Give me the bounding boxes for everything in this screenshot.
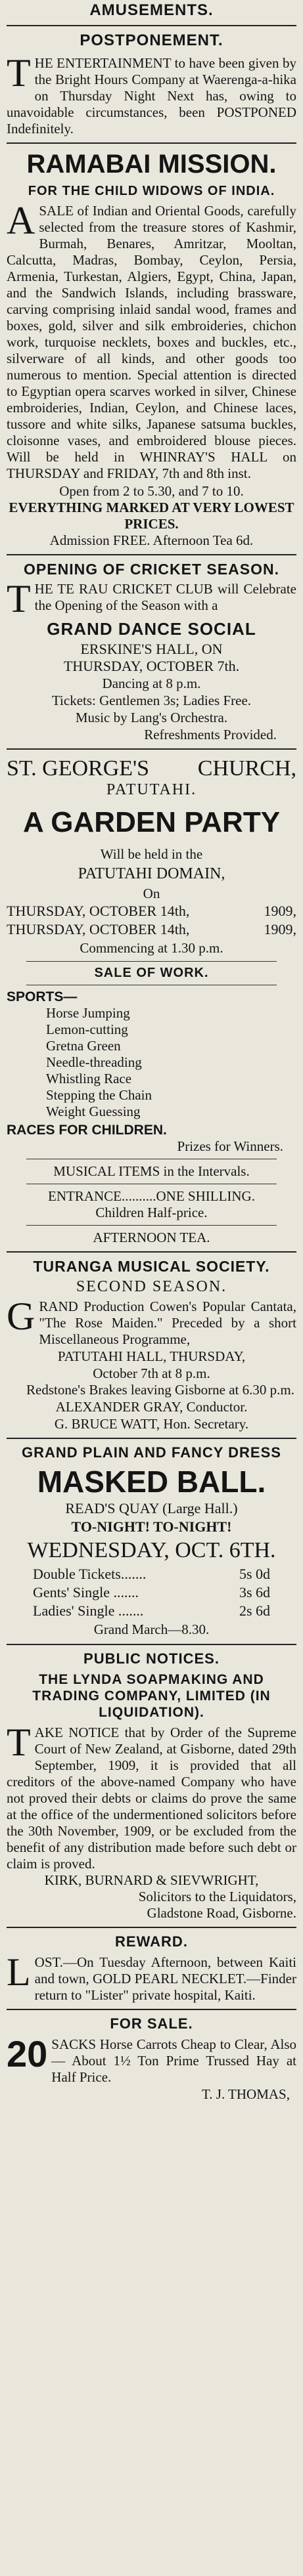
divider — [7, 142, 296, 144]
garden-party-ad — [7, 756, 296, 1246]
ticket-row: Gents' Single ....... 3s 6d — [33, 1584, 270, 1600]
musical-conductor: ALEXANDER GRAY, Conductor. — [55, 1399, 248, 1415]
divider — [7, 1644, 296, 1645]
postponement-body: THE ENTERTAINMENT to have been given by the Bright Hours Company at Waerenga-a-hika on Thursday Night Next has, owing to unavoidable circumstances, been POSTPONED Indefinitely. — [7, 51, 296, 137]
postponement-ad — [7, 32, 296, 137]
reward-ad — [7, 1933, 296, 2004]
sports-item: Weight Guessing — [46, 1104, 141, 1119]
musical-brakes: Redstone's Brakes leaving Gisborne at 6.30 p.m. — [26, 1382, 294, 1398]
musical-season: SECOND SEASON. — [76, 1278, 227, 1295]
garden-party-title: A GARDEN PARTY — [22, 806, 281, 838]
garden-date-1: THURSDAY, OCTOBER 14th, 1909, — [7, 903, 296, 919]
musical-body: GRAND Production Cowen's Popular Cantata, "The Rose Maiden." Preceded by a short Miscellaneous Programme, — [7, 1295, 296, 1347]
ticket-row: Ladies' Single ....... 2s 6d — [33, 1602, 270, 1619]
divider — [7, 1438, 296, 1439]
garden-domain: PATUTAHI DOMAIN, — [78, 865, 225, 882]
divider — [26, 1225, 277, 1226]
public-notices-ad — [7, 1650, 296, 1921]
church-heading: ST. GEORGE'S CHURCH, — [7, 756, 296, 781]
postponement-title: POSTPONEMENT. — [80, 32, 223, 49]
garden-on: On — [143, 886, 160, 901]
amusements-header: AMUSEMENTS. — [89, 1, 214, 19]
notices-company: THE LYNDA SOAPMAKING AND TRADING COMPANY, LIMITED (IN LIQUIDATION). — [32, 1672, 271, 1720]
divider — [26, 961, 277, 962]
garden-races: RACES FOR CHILDREN. — [7, 1123, 167, 1138]
garden-sports: SPORTS— — [7, 989, 78, 1004]
cricket-date: THURSDAY, OCTOBER 7th. — [63, 658, 240, 674]
notices-address: Gladstone Road, Gisborne. — [147, 1905, 296, 1921]
cricket-music: Music by Lang's Orchestra. — [75, 710, 228, 725]
ramabai-body: ASALE of Indian and Oriental Goods, carefully selected from the treasure stores of Kashmir, Burmah, Benares, Amritzar, Mooltan, Calcutta, Madras, Bombay, Ceylon, Persia, Armenia, Turkestan, Algiers, Egypt, China, Japan, and the Sandwich Islands, including brassware, carving comprising inlaid sandal wood, frames and boxes, gold, silver and silk embroideries, chichon work, turquoise necklets, boxes and buckles, etc., silverware of all kinds, and other goods too numerous to mention. Special attention is directed to Egyptian opera scarves worked in silver, Chinese embroideries, Indian, Ceylon, and Chinese laces, tussore and white silks, Japanese satsuma buckles, cloisonne vases, and embroidered blouse pieces. Will be held in WHINRAY'S HALL on THURSDAY and FRIDAY, 7th and 8th inst. — [7, 199, 296, 481]
masked-ball-ad — [7, 1444, 296, 1639]
ball-big-title: MASKED BALL. — [37, 1465, 266, 1499]
ball-march: Grand March—8.30. — [93, 1621, 210, 1637]
ticket-row: Double Tickets....... 5s 0d — [33, 1566, 270, 1582]
garden-sale-of-work: SALE OF WORK. — [94, 966, 209, 980]
garden-children: Children Half-price. — [95, 1205, 208, 1220]
for-sale-ad — [7, 2015, 296, 2103]
ramabai-subtitle: FOR THE CHILD WIDOWS OF INDIA. — [28, 184, 275, 198]
sports-item: Whistling Race — [46, 1071, 132, 1086]
musical-secretary: G. BRUCE WATT, Hon. Secretary. — [54, 1416, 249, 1432]
notices-solicitors: KIRK, BURNARD & SIEVWRIGHT, — [44, 1872, 259, 1888]
ball-title: GRAND PLAIN AND FANCY DRESS — [22, 1444, 281, 1461]
cricket-tickets: Tickets: Gentlemen 3s; Ladies Free. — [51, 693, 252, 708]
cricket-event: GRAND DANCE SOCIAL — [47, 619, 256, 639]
notices-solicitors-role: Solicitors to the Liquidators, — [138, 1889, 296, 1904]
sports-item: Needle-threading — [46, 1054, 142, 1070]
ramabai-admission: Admission FREE. Afternoon Tea 6d. — [49, 532, 254, 548]
sports-item: Lemon-cutting — [46, 1021, 128, 1037]
musical-date: October 7th at 8 p.m. — [93, 1365, 210, 1381]
garden-date-2: THURSDAY, OCTOBER 14th, 1909, — [7, 921, 296, 937]
divider — [7, 1251, 296, 1253]
garden-musical: MUSICAL ITEMS in the Intervals. — [53, 1163, 250, 1179]
reward-title: REWARD. — [115, 1933, 188, 1950]
cricket-intro: THE TE RAU CRICKET CLUB will Celebrate the Opening of the Season with a — [7, 577, 296, 620]
sports-item: Stepping the Chain — [46, 1087, 152, 1103]
ramabai-prices: EVERYTHING MARKED AT VERY LOWEST PRICES. — [9, 500, 294, 532]
divider — [7, 748, 296, 750]
ramabai-title: RAMABAI MISSION. — [26, 150, 277, 179]
church-place: PATUTAHI. — [106, 781, 197, 798]
divider — [7, 25, 296, 26]
divider — [7, 554, 296, 555]
reward-body: LOST.—On Tuesday Afternoon, between Kaiti and town, GOLD PEARL NECKLET.—Finder return to "Lister" private hospital, Kaiti. — [7, 1950, 296, 2003]
garden-held: Will be held in the — [100, 846, 203, 862]
garden-tea: AFTERNOON TEA. — [93, 1230, 210, 1245]
ramabai-hours: Open from 2 to 5.30, and 7 to 10. — [59, 483, 244, 499]
sports-item: Horse Jumping — [46, 1005, 130, 1021]
sports-item: Gretna Green — [46, 1038, 121, 1054]
garden-commencing: Commencing at 1.30 p.m. — [80, 940, 223, 956]
sale-title: FOR SALE. — [110, 2015, 193, 2032]
garden-entrance: ENTRANCE..........ONE SHILLING. — [48, 1188, 255, 1204]
cricket-hall: ERSKINE'S HALL, ON — [80, 641, 223, 657]
musical-society-ad — [7, 1258, 296, 1432]
sale-body: 20 SACKS Horse Carrots Cheap to Clear, Also— About 1½ Ton Prime Trussed Hay at Half Price. — [7, 2033, 296, 2085]
divider — [7, 1927, 296, 1928]
notices-body: TAKE NOTICE that by Order of the Supreme Court of New Zealand, at Gisborne, dated 29th September, 1909, it is provided that all creditors of the above-named Company who have not proved their debts or claims do prove the same at the office of the undermentioned solicitors before the 30th November, 1909, or be excluded from the benefit of any distribution made before such debt or claim is proved. — [7, 1721, 296, 1872]
musical-hall: PATUTAHI HALL, THURSDAY, — [57, 1348, 246, 1364]
cricket-ad — [7, 561, 296, 743]
cricket-title: OPENING OF CRICKET SEASON. — [24, 561, 279, 578]
garden-prizes: Prizes for Winners. — [177, 1138, 283, 1154]
sale-number: 20 — [7, 2033, 48, 2074]
sale-signer: T. J. THOMAS, — [202, 2086, 290, 2102]
notices-title: PUBLIC NOTICES. — [83, 1650, 220, 1667]
ball-tonight: TO-NIGHT! TO-NIGHT! — [71, 1518, 232, 1535]
divider — [7, 2009, 296, 2010]
ramabai-ad — [7, 149, 296, 549]
cricket-dancing: Dancing at 8 p.m. — [102, 676, 201, 691]
musical-title: TURANGA MUSICAL SOCIETY. — [33, 1258, 270, 1275]
ball-day: WEDNESDAY, OCT. 6TH. — [27, 1538, 276, 1562]
cricket-refreshments: Refreshments Provided. — [144, 727, 277, 742]
ball-venue: READ'S QUAY (Large Hall.) — [65, 1500, 238, 1516]
